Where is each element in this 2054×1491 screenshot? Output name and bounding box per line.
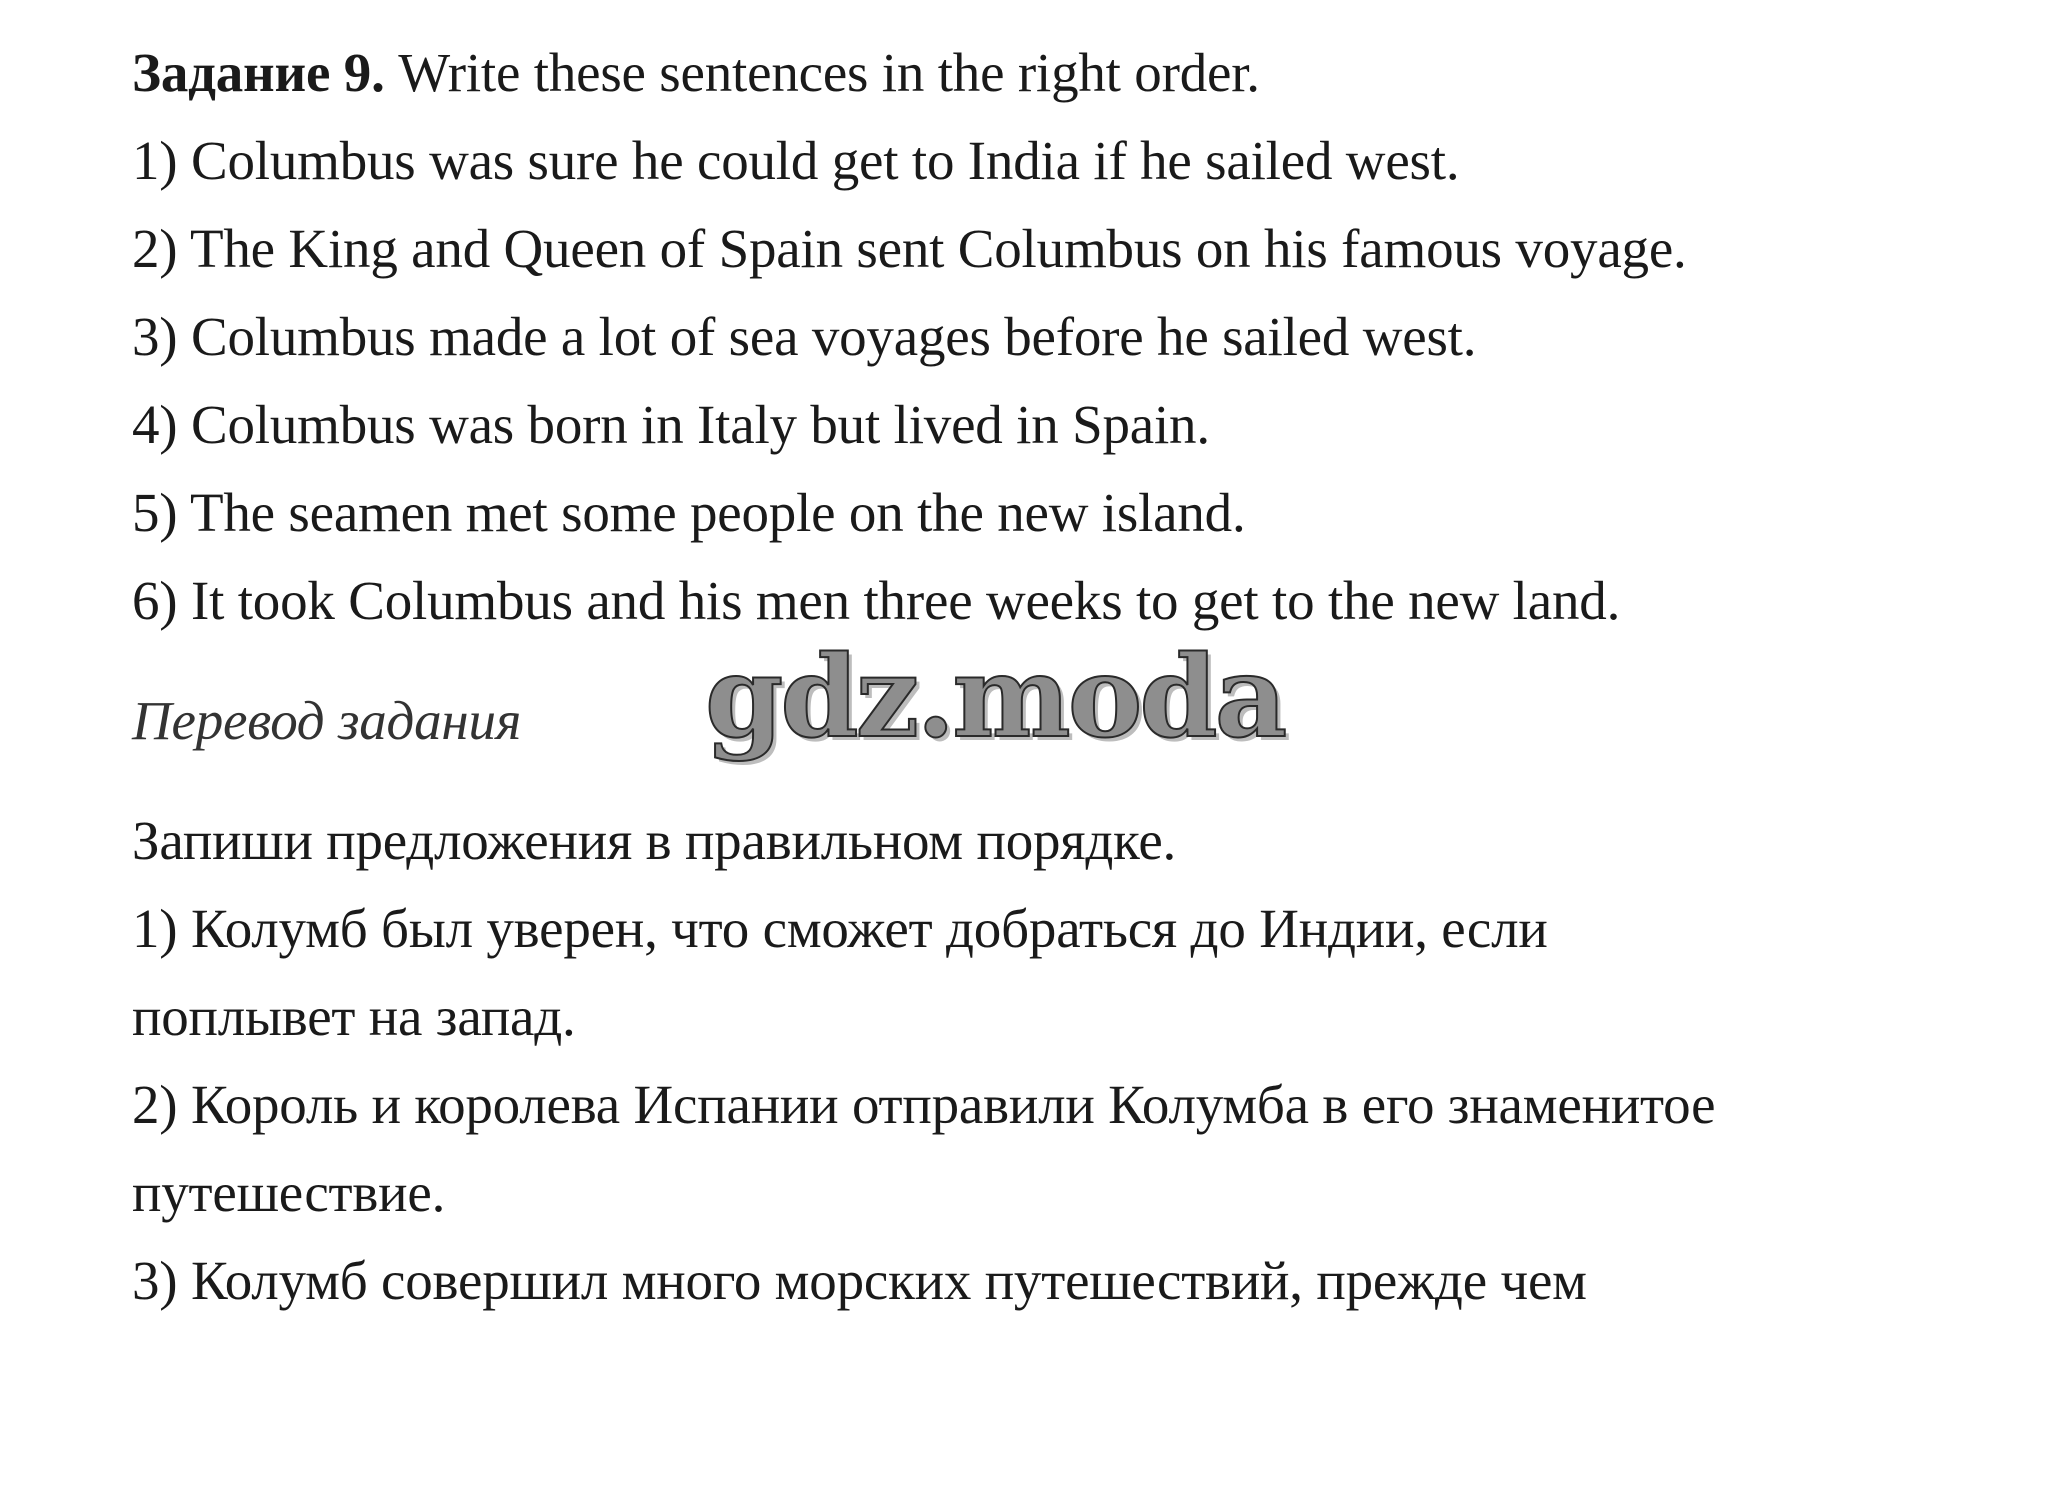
task-instruction: Write these sentences in the right order. [384,42,1260,103]
task-sentence-4: 4) Columbus was born in Italy but lived in Spain. [132,394,1210,455]
task-sentence-6: 6) It took Columbus and his men three weeks to get to the new land. [132,570,1621,631]
watermark-logo: gdz.moda [705,632,1285,763]
task-sentence-5: 5) The seamen met some people on the new island. [132,482,1246,543]
translation-line-2: поплывет на запад. [132,986,576,1047]
translation-instruction: Запиши предложения в правильном порядке. [132,810,1177,871]
translation-line-4: путешествие. [132,1162,446,1223]
task-sentence-2: 2) The King and Queen of Spain sent Columbus on his famous voyage. [132,218,1687,279]
translation-line-5: 3) Колумб совершил много морских путешествий, прежде чем [132,1250,1587,1311]
translation-line-3: 2) Король и королева Испании отправили Колумба в его знаменитое [132,1074,1716,1135]
task-number-label: Задание 9. [132,42,385,103]
translation-heading: Перевод задания [132,690,522,751]
task-sentence-3: 3) Columbus made a lot of sea voyages before he sailed west. [132,306,1477,367]
translation-line-1: 1) Колумб был уверен, что сможет добраться до Индии, если [132,898,1548,959]
task-sentence-1: 1) Columbus was sure he could get to India if he sailed west. [132,130,1460,191]
task-heading [132,40,1260,106]
